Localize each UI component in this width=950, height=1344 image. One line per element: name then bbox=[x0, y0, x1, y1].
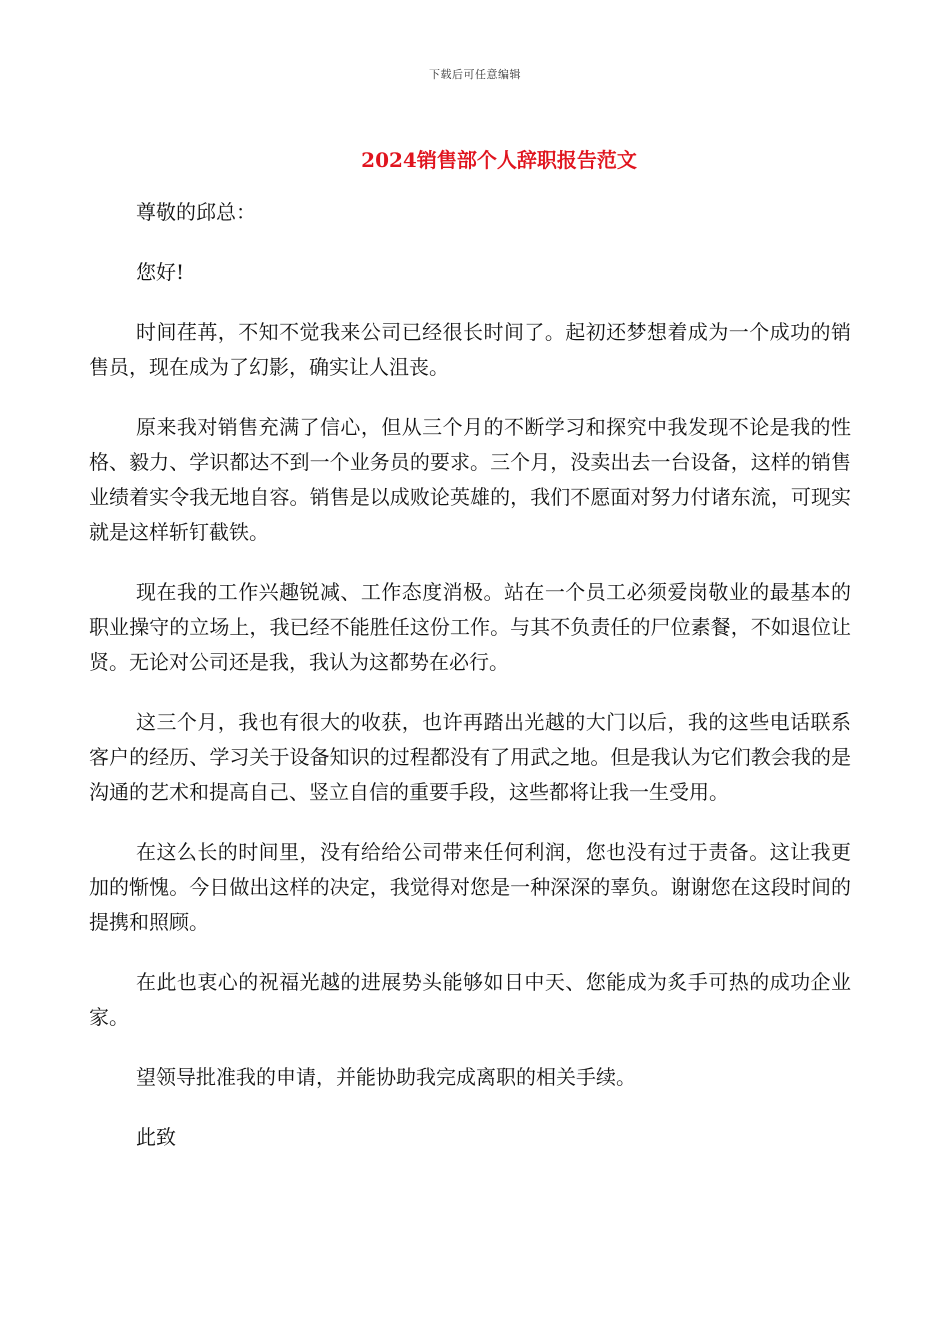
paragraph: 望领导批准我的申请，并能协助我完成离职的相关手续。 bbox=[136, 1065, 636, 1089]
header-note: 下载后可任意编辑 bbox=[429, 68, 521, 81]
greeting: 您好! bbox=[136, 260, 185, 284]
paragraph: 在这么长的时间里，没有给给公司带来任何利润，您也没有过于责备。这让我更加的惭愧。今日做出这样的决定，我觉得对您是一种深深的辜负。谢谢您在这段时间的提携和照顾。 bbox=[89, 840, 851, 934]
document-title: 2024销售部个人辞职报告范文 bbox=[361, 148, 637, 172]
salutation: 尊敬的邱总： bbox=[136, 200, 256, 224]
paragraph: 现在我的工作兴趣锐减、工作态度消极。站在一个员工必须爱岗敬业的最基本的职业操守的立场上，我已经不能胜任这份工作。与其不负责任的尸位素餐，不如退位让贤。无论对公司还是我，我认为这都势在必行。 bbox=[89, 580, 851, 674]
letter-body bbox=[89, 195, 851, 1180]
closing: 此致 bbox=[136, 1125, 176, 1149]
paragraph: 原来我对销售充满了信心，但从三个月的不断学习和探究中我发现不论是我的性格、毅力、学识都达不到一个业务员的要求。三个月，没卖出去一台设备，这样的销售业绩着实令我无地自容。销售是以成败论英雄的，我们不愿面对努力付诸东流，可现实就是这样斩钉截铁。 bbox=[89, 415, 851, 544]
paragraph: 这三个月，我也有很大的收获，也许再踏出光越的大门以后，我的这些电话联系客户的经历、学习关于设备知识的过程都没有了用武之地。但是我认为它们教会我的是沟通的艺术和提高自己、竖立自信的重要手段，这些都将让我一生受用。 bbox=[89, 710, 851, 804]
paragraph: 时间荏苒，不知不觉我来公司已经很长时间了。起初还梦想着成为一个成功的销售员，现在成为了幻影，确实让人沮丧。 bbox=[89, 320, 851, 379]
paragraph: 在此也衷心的祝福光越的进展势头能够如日中天、您能成为炙手可热的成功企业家。 bbox=[89, 970, 851, 1029]
